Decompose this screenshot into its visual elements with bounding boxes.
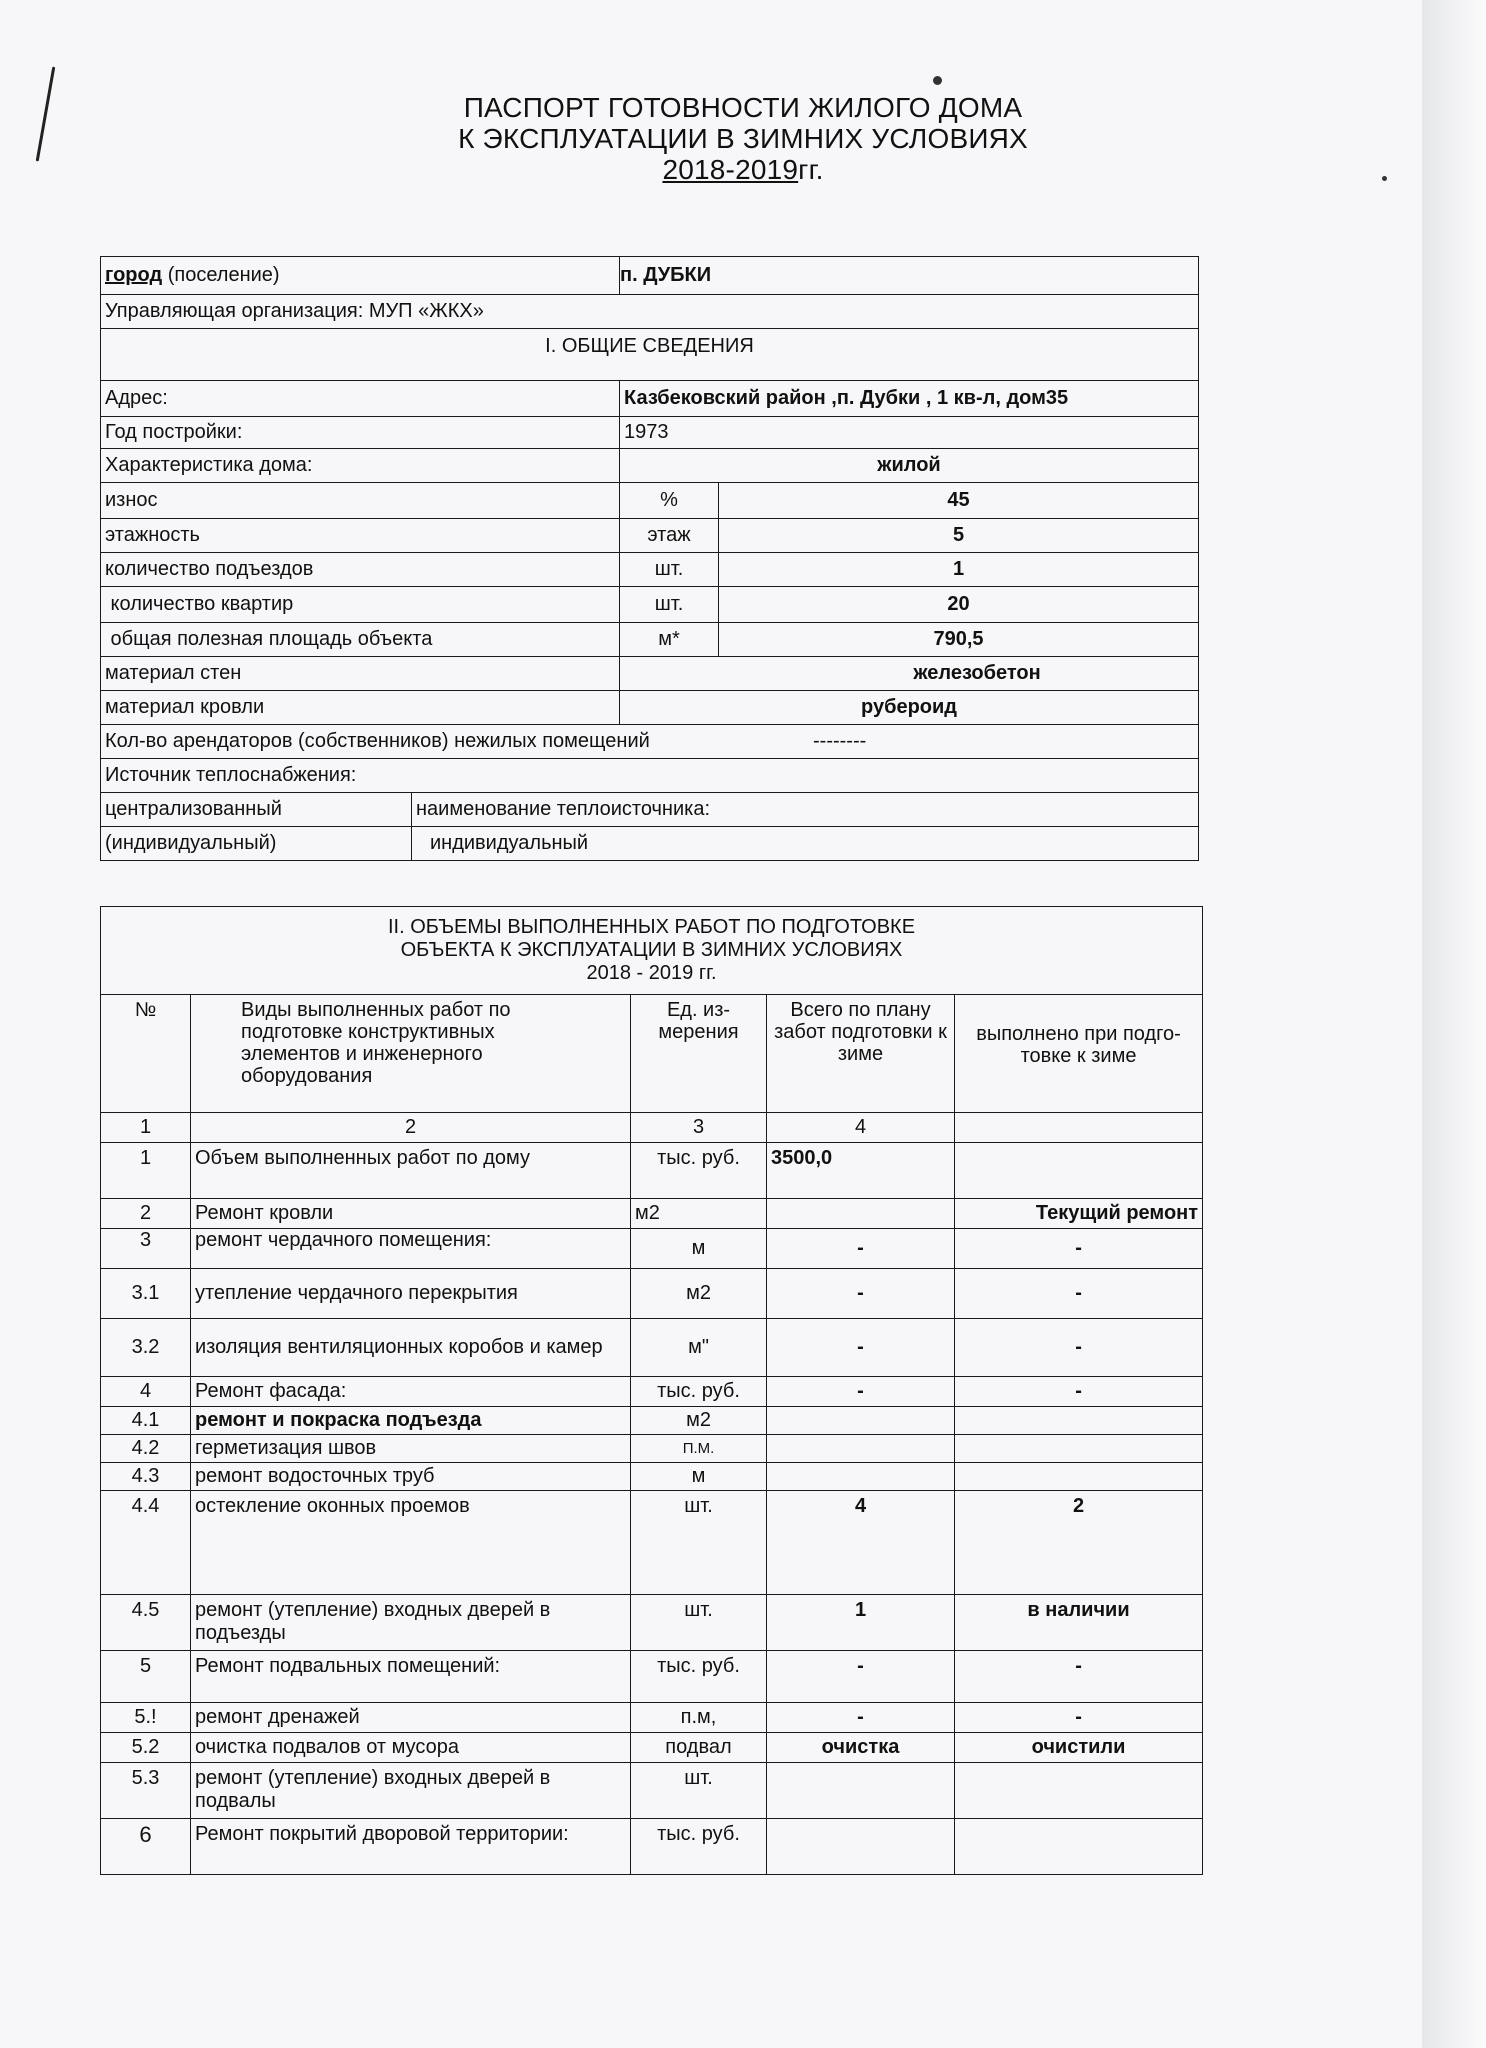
row-work: ремонт и покраска подъезда [191, 1407, 631, 1435]
row-unit: м [631, 1463, 767, 1491]
row-number: 5.3 [101, 1763, 191, 1819]
title-year: 2018-2019 [662, 154, 799, 185]
info-value: 45 [719, 483, 1199, 519]
heat-row [101, 759, 1199, 793]
col-header-number: № [101, 995, 191, 1113]
info-row [101, 483, 1199, 519]
row-unit: шт. [631, 1763, 767, 1819]
row-unit: м2 [631, 1199, 767, 1229]
row-plan: 3500,0 [767, 1143, 955, 1199]
org-row [101, 295, 1199, 329]
central-label: централизованный [101, 793, 412, 827]
address-label: Адрес: [101, 381, 620, 417]
table-row [101, 1435, 1203, 1463]
city-label-rest: (поселение) [162, 264, 280, 286]
central-row [101, 793, 1199, 827]
row-number: 3.1 [101, 1269, 191, 1319]
row-done: - [955, 1269, 1203, 1319]
individual-label: (индивидуальный) [101, 827, 412, 861]
table-row [101, 1763, 1203, 1819]
row-unit: м2 [631, 1407, 767, 1435]
row-work: остекление оконных проемов [191, 1491, 631, 1595]
table-row [101, 1819, 1203, 1875]
info-row [101, 623, 1199, 657]
row-work: Ремонт покрытий дворовой территории: [191, 1819, 631, 1875]
row-work: очистка подвалов от мусора [191, 1733, 631, 1763]
walls-label: материал стен [101, 657, 620, 691]
column-header-row [101, 995, 1203, 1113]
characteristic-label: Характеристика дома: [101, 449, 620, 483]
section2-heading-line-3: 2018 - 2019 гг. [586, 962, 717, 984]
row-work: ремонт водосточных труб [191, 1463, 631, 1491]
row-plan: - [767, 1269, 955, 1319]
info-label: этажность [101, 519, 620, 553]
table-row [101, 1703, 1203, 1733]
row-done [955, 1463, 1203, 1491]
row-work: Объем выполненных работ по дому [191, 1143, 631, 1199]
info-value: 20 [719, 587, 1199, 623]
row-unit: тыс. руб. [631, 1143, 767, 1199]
section2-heading [101, 907, 1203, 995]
city-label-underlined: город [105, 264, 163, 286]
row-number: 4.2 [101, 1435, 191, 1463]
row-number: 5.2 [101, 1733, 191, 1763]
row-done: - [955, 1703, 1203, 1733]
row-work: Ремонт кровли [191, 1199, 631, 1229]
info-value: 5 [719, 519, 1199, 553]
table-row [101, 1143, 1203, 1199]
row-plan [767, 1819, 955, 1875]
title-line-2: К ЭКСПЛУАТАЦИИ В ЗИМНИХ УСЛОВИЯХ [458, 123, 1028, 154]
section2-heading-line-2: ОБЪЕКТА К ЭКСПЛУАТАЦИИ В ЗИМНИХ УСЛОВИЯХ [400, 939, 903, 961]
section2-heading-line-1: II. ОБЪЕМЫ ВЫПОЛНЕННЫХ РАБОТ ПО ПОДГОТОВКЕ [387, 916, 916, 938]
row-number: 4.5 [101, 1595, 191, 1651]
row-work: ремонт чердачного помещения: [191, 1229, 631, 1269]
source-label: наименование теплоисточника: [412, 793, 1199, 827]
info-unit: % [620, 483, 719, 519]
info-unit: шт. [620, 587, 719, 623]
row-plan: - [767, 1229, 955, 1269]
row-work: герметизация швов [191, 1435, 631, 1463]
tenants-value: -------- [813, 730, 867, 752]
characteristic-value: жилой [620, 449, 1199, 483]
info-row [101, 519, 1199, 553]
row-unit: П.М. [631, 1435, 767, 1463]
row-number: 1 [101, 1143, 191, 1199]
row-done: 2 [955, 1491, 1203, 1595]
section1-heading-row [101, 329, 1199, 381]
row-number: 4 [101, 1377, 191, 1407]
row-plan: 4 [767, 1491, 955, 1595]
row-work: ремонт дренажей [191, 1703, 631, 1733]
title-year-suffix: гг. [798, 154, 824, 185]
info-row [101, 587, 1199, 623]
col-header-work: Виды выполненных работ по подготовке конструктивных элементов и инженерного оборудования [191, 995, 631, 1113]
info-label: количество квартир [101, 587, 620, 623]
row-number: 5 [101, 1651, 191, 1703]
info-value: 1 [719, 553, 1199, 587]
row-done [955, 1763, 1203, 1819]
table-row [101, 1229, 1203, 1269]
works-table [100, 906, 1203, 1875]
roof-value: рубероид [620, 691, 1199, 725]
info-unit: м* [620, 623, 719, 657]
table-row [101, 1733, 1203, 1763]
row-unit: тыс. руб. [631, 1651, 767, 1703]
row-done [955, 1819, 1203, 1875]
section2-heading-row [101, 907, 1203, 995]
roof-label: материал кровли [101, 691, 620, 725]
individual-value: индивидуальный [412, 827, 1199, 861]
row-number: 5.! [101, 1703, 191, 1733]
row-done [955, 1143, 1203, 1199]
info-row [101, 553, 1199, 587]
heat-label: Источник теплоснабжения: [101, 759, 1199, 793]
row-unit: м [631, 1229, 767, 1269]
org-text: Управляющая организация: МУП «ЖКХ» [101, 295, 1199, 329]
table-row [101, 1319, 1203, 1377]
characteristic-row [101, 449, 1199, 483]
col-header-plan: Всего по плану забот подготовки к зиме [767, 995, 955, 1113]
row-number: 4.1 [101, 1407, 191, 1435]
row-plan: очистка [767, 1733, 955, 1763]
info-label: общая полезная площадь объекта [101, 623, 620, 657]
row-work: Ремонт фасада: [191, 1377, 631, 1407]
year-row [101, 417, 1199, 449]
row-unit: шт. [631, 1595, 767, 1651]
col-number [955, 1113, 1203, 1143]
col-number: 4 [767, 1113, 955, 1143]
row-unit: п.м, [631, 1703, 767, 1733]
ink-dot [933, 76, 942, 85]
table-row [101, 1491, 1203, 1595]
page-title [0, 92, 1486, 185]
row-done: - [955, 1651, 1203, 1703]
row-unit: м2 [631, 1269, 767, 1319]
address-value: Казбековский район ,п. Дубки , 1 кв-л, дом35 [620, 381, 1199, 417]
tenants-row [101, 725, 1199, 759]
row-unit: тыс. руб. [631, 1819, 767, 1875]
col-header-unit: Ед. из-мерения [631, 995, 767, 1113]
walls-value: железобетон [620, 657, 1199, 691]
city-label [101, 257, 620, 295]
row-plan: - [767, 1703, 955, 1733]
col-number: 3 [631, 1113, 767, 1143]
info-unit: шт. [620, 553, 719, 587]
col-number: 2 [191, 1113, 631, 1143]
row-number: 2 [101, 1199, 191, 1229]
row-number: 6 [101, 1819, 191, 1875]
row-work: Ремонт подвальных помещений: [191, 1651, 631, 1703]
row-done: - [955, 1229, 1203, 1269]
row-unit: подвал [631, 1733, 767, 1763]
row-plan [767, 1463, 955, 1491]
city-row [101, 257, 1199, 295]
year-label: Год постройки: [101, 417, 620, 449]
row-plan [767, 1199, 955, 1229]
table-row [101, 1199, 1203, 1229]
row-plan: - [767, 1651, 955, 1703]
title-line-3 [0, 154, 1486, 185]
col-header-done: выполнено при подго-товке к зиме [955, 995, 1203, 1113]
row-done [955, 1407, 1203, 1435]
title-line-1: ПАСПОРТ ГОТОВНОСТИ ЖИЛОГО ДОМА [463, 92, 1023, 123]
row-unit: шт. [631, 1491, 767, 1595]
table-row [101, 1269, 1203, 1319]
row-work: ремонт (утепление) входных дверей в подвалы [191, 1763, 631, 1819]
general-info-table [100, 256, 1199, 861]
table-row [101, 1407, 1203, 1435]
row-unit: м" [631, 1319, 767, 1377]
table-row [101, 1463, 1203, 1491]
table-row [101, 1651, 1203, 1703]
info-unit: этаж [620, 519, 719, 553]
info-label: количество подъездов [101, 553, 620, 587]
row-plan [767, 1763, 955, 1819]
row-work: ремонт (утепление) входных дверей в подъезды [191, 1595, 631, 1651]
row-done: очистили [955, 1733, 1203, 1763]
roof-row [101, 691, 1199, 725]
table-row [101, 1377, 1203, 1407]
row-work: утепление чердачного перекрытия [191, 1269, 631, 1319]
row-done: - [955, 1377, 1203, 1407]
section1-heading: I. ОБЩИЕ СВЕДЕНИЯ [101, 329, 1199, 381]
row-work: изоляция вентиляционных коробов и камер [191, 1319, 631, 1377]
year-value: 1973 [620, 417, 1199, 449]
walls-row [101, 657, 1199, 691]
row-plan: - [767, 1377, 955, 1407]
row-done: - [955, 1319, 1203, 1377]
row-number: 3.2 [101, 1319, 191, 1377]
column-number-row [101, 1113, 1203, 1143]
city-value [620, 257, 1199, 295]
row-number: 4.3 [101, 1463, 191, 1491]
row-plan: - [767, 1319, 955, 1377]
tenants-cell [101, 725, 1199, 759]
address-row [101, 381, 1199, 417]
info-value: 790,5 [719, 623, 1199, 657]
row-plan: 1 [767, 1595, 955, 1651]
scan-edge [1422, 0, 1486, 2048]
row-unit: тыс. руб. [631, 1377, 767, 1407]
row-number: 3 [101, 1229, 191, 1269]
individual-row [101, 827, 1199, 861]
tenants-label: Кол-во арендаторов (собственников) нежилых помещений [105, 730, 650, 752]
row-plan [767, 1435, 955, 1463]
row-done: Текущий ремонт [955, 1199, 1203, 1229]
row-done: в наличии [955, 1595, 1203, 1651]
row-plan [767, 1407, 955, 1435]
row-number: 4.4 [101, 1491, 191, 1595]
table-row [101, 1595, 1203, 1651]
col-number: 1 [101, 1113, 191, 1143]
info-label: износ [101, 483, 620, 519]
city-value-text: п. ДУБКИ [620, 264, 712, 286]
row-done [955, 1435, 1203, 1463]
